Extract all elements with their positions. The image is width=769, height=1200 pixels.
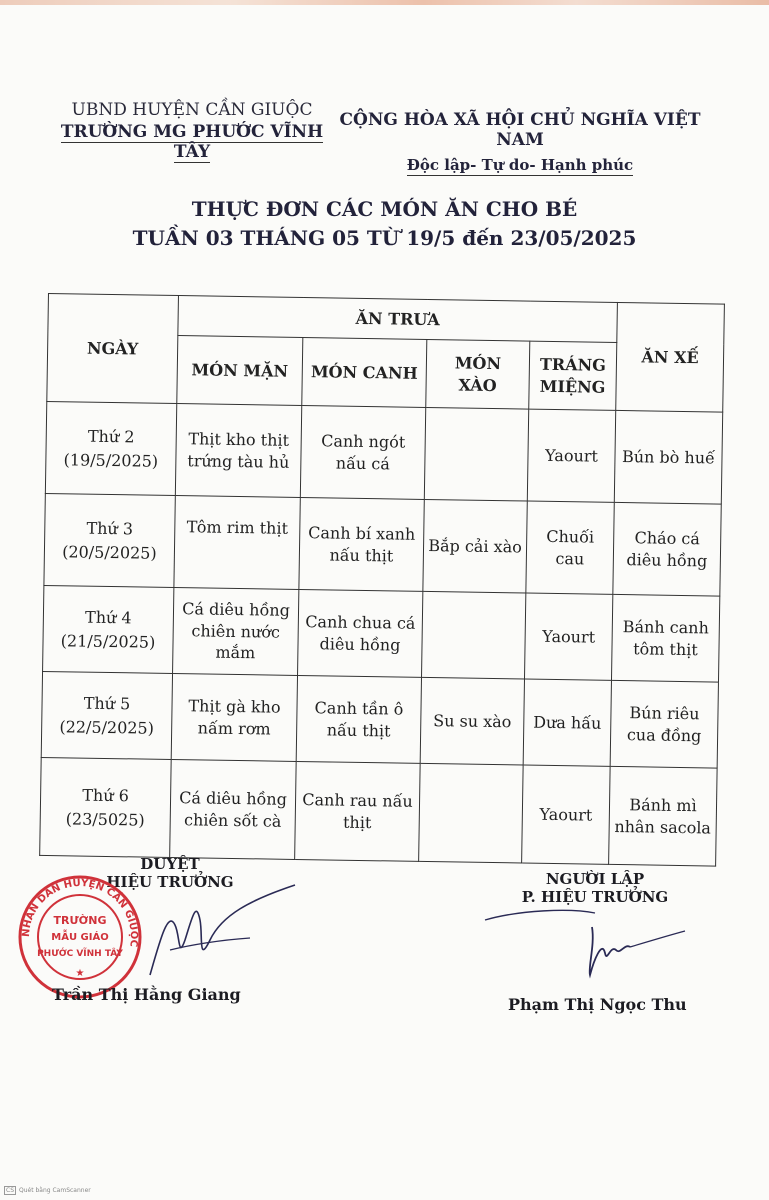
weekly-menu-table — [39, 293, 725, 867]
col-header-stir-fry: MÓN XÀO — [426, 339, 530, 409]
main-dish-cell: Cá diêu hồng chiên nước mắm — [173, 588, 299, 676]
afternoon-snack-cell: Bánh mì nhân sacola — [609, 766, 718, 866]
soup-cell: Canh chua cá diêu hồng — [298, 589, 423, 677]
camscanner-badge: CS — [6, 1187, 14, 1194]
document-title: THỰC ĐƠN CÁC MÓN ĂN CHO BÉ — [191, 197, 578, 221]
soup-cell: Canh ngót nấu cá — [300, 405, 425, 499]
national-motto-block — [330, 110, 710, 174]
stir-fry-cell — [422, 591, 526, 679]
scan-edge-strip — [0, 0, 769, 5]
day-cell: Thứ 6 (23/5025) — [40, 757, 172, 857]
col-header-dessert: TRÁNG MIỆNG — [529, 341, 617, 410]
svg-text:NHÂN DÂN HUYỆN CẦN GIUỘC: NHÂN DÂN HUYỆN CẦN GIUỘC — [20, 877, 140, 948]
stir-fry-cell — [424, 407, 528, 501]
dessert-cell: Dưa hấu — [523, 679, 611, 766]
main-dish-cell: Cá diêu hồng chiên sốt cà — [170, 759, 297, 859]
col-header-day: NGÀY — [47, 294, 179, 404]
soup-cell: Canh rau nấu thịt — [295, 761, 421, 861]
afternoon-snack-cell: Cháo cá diêu hồng — [613, 502, 721, 596]
col-header-afternoon-snack: ĂN XẾ — [616, 302, 725, 412]
day-cell: Thứ 4 (21/5/2025) — [43, 585, 174, 673]
col-header-soup: MÓN CANH — [302, 338, 427, 408]
afternoon-snack-cell: Bún riêu cua đồng — [610, 680, 718, 768]
dessert-cell: Yaourt — [527, 409, 615, 502]
approver-name: Trần Thị Hằng Giang — [52, 985, 241, 1004]
day-cell: Thứ 2 (19/5/2025) — [45, 401, 176, 495]
camscanner-label: Quét bằng CamScanner — [19, 1187, 91, 1194]
scanner-footer — [4, 1186, 91, 1195]
day-cell: Thứ 3 (20/5/2025) — [44, 493, 175, 587]
dessert-cell: Chuối cau — [526, 501, 614, 594]
approver-title: DUYỆT HIỆU TRƯỞNG — [106, 855, 234, 891]
school-name: TRƯỜNG MG PHƯỚC VĨNH TÂY — [60, 122, 324, 162]
soup-cell: Canh tần ô nấu thịt — [296, 675, 421, 763]
table-row — [43, 585, 720, 682]
dessert-cell: Yaourt — [524, 593, 612, 680]
col-header-main-dish: MÓN MẶN — [177, 336, 303, 406]
district-committee: UBND HUYỆN CẦN GIUỘC — [71, 100, 313, 120]
table-row — [41, 671, 718, 768]
col-header-lunch: ĂN TRƯA — [178, 296, 618, 343]
afternoon-snack-cell: Bánh canh tôm thịt — [611, 594, 719, 682]
stir-fry-cell: Bắp cải xào — [423, 499, 527, 593]
school-seal-stamp — [15, 872, 145, 1002]
author-title: NGƯỜI LẬP P. HIỆU TRƯỞNG — [521, 870, 669, 906]
dessert-cell: Yaourt — [522, 765, 611, 864]
issuer-block — [52, 100, 332, 162]
soup-cell: Canh bí xanh nấu thịt — [299, 497, 424, 591]
day-cell: Thứ 5 (22/5/2025) — [41, 671, 172, 759]
author-name: Phạm Thị Ngọc Thu — [508, 995, 687, 1014]
main-dish-cell: Thịt gà kho nấm rơm — [171, 674, 297, 762]
stir-fry-cell — [419, 763, 524, 863]
approver-signature — [130, 880, 300, 990]
table-row — [44, 493, 721, 596]
author-signature — [480, 905, 690, 985]
table-row — [40, 757, 717, 866]
main-dish-cell: Thịt kho thịt trứng tàu hủ — [175, 404, 301, 498]
main-dish-cell: Tôm rim thịt — [174, 496, 300, 590]
svg-text:PHƯỚC VĨNH TÂY: PHƯỚC VĨNH TÂY — [37, 949, 123, 959]
svg-text:MẪU GIÁO: MẪU GIÁO — [51, 932, 109, 943]
motto: Độc lập- Tự do- Hạnh phúc — [406, 156, 634, 174]
svg-text:★: ★ — [75, 968, 85, 979]
country-name: CỘNG HÒA XÃ HỘI CHỦ NGHĨA VIỆT NAM — [339, 110, 701, 150]
afternoon-snack-cell: Bún bò huế — [614, 410, 722, 504]
svg-text:TRƯỜNG: TRƯỜNG — [53, 914, 107, 927]
stir-fry-cell: Su su xào — [420, 677, 524, 765]
document-subtitle: TUẦN 03 THÁNG 05 TỪ 19/5 đến 23/05/2025 — [132, 226, 637, 250]
table-row — [45, 401, 722, 504]
